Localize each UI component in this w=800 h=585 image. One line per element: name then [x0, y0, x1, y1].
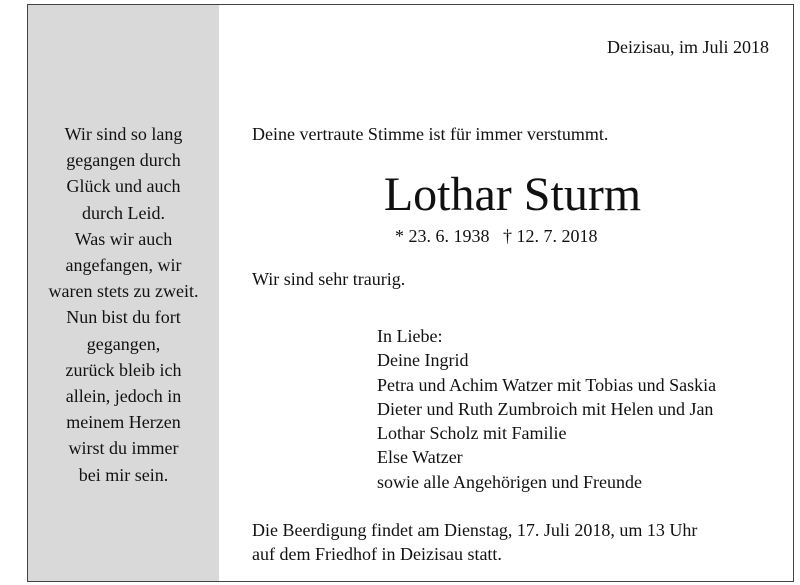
poem-line: zurück bleib ich — [65, 359, 182, 380]
poem — [28, 121, 219, 488]
poem-line: gegangen, — [86, 333, 161, 354]
mourning-text: Wir sind sehr traurig. — [252, 269, 406, 289]
mourner-entry: Lothar Scholz mit Familie — [377, 423, 567, 444]
funeral-notice — [252, 518, 697, 566]
mourner-entry: sowie alle Angehörigen und Freunde — [377, 471, 642, 492]
death-date: † 12. 7. 2018 — [503, 226, 598, 246]
poem-line: gegangen durch — [66, 150, 181, 171]
poem-line: allein, jedoch in — [65, 386, 182, 407]
birth-date: * 23. 6. 1938 — [395, 226, 490, 246]
mourner-entry: Dieter und Ruth Zumbroich mit Helen und Jan — [377, 398, 714, 419]
poem-line: angefangen, wir — [65, 255, 182, 276]
poem-line: Nun bist du fort — [66, 307, 181, 328]
poem-sidebar — [28, 5, 219, 581]
obituary-card — [27, 4, 794, 582]
mourner-entry: Deine Ingrid — [377, 350, 469, 371]
poem-line: durch Leid. — [82, 202, 165, 223]
funeral-line: auf dem Friedhof in Deizisau statt. — [252, 544, 502, 564]
poem-line: bei mir sein. — [78, 464, 169, 485]
poem-line: Wir sind so lang — [64, 124, 183, 144]
mourners-heading: In Liebe: — [377, 326, 443, 346]
poem-line: Glück und auch — [66, 176, 181, 197]
poem-line: meinem Herzen — [66, 412, 181, 433]
mourner-entry: Petra und Achim Watzer mit Tobias und Saskia — [377, 374, 717, 395]
poem-line: wirst du immer — [68, 438, 179, 459]
deceased-name: Lothar Sturm — [383, 168, 642, 221]
place-date: Deizisau, im Juli 2018 — [607, 37, 769, 57]
poem-line: Was wir auch — [74, 228, 173, 249]
poem-line: waren stets zu zweit. — [48, 281, 199, 302]
mourners-list — [377, 324, 716, 494]
mourner-entry: Else Watzer — [377, 447, 463, 468]
funeral-line: Die Beerdigung findet am Dienstag, 17. Juli 2018, um 13 Uhr — [252, 520, 698, 540]
life-dates — [395, 226, 598, 247]
intro-text: Deine vertraute Stimme ist für immer verstummt. — [252, 124, 609, 144]
